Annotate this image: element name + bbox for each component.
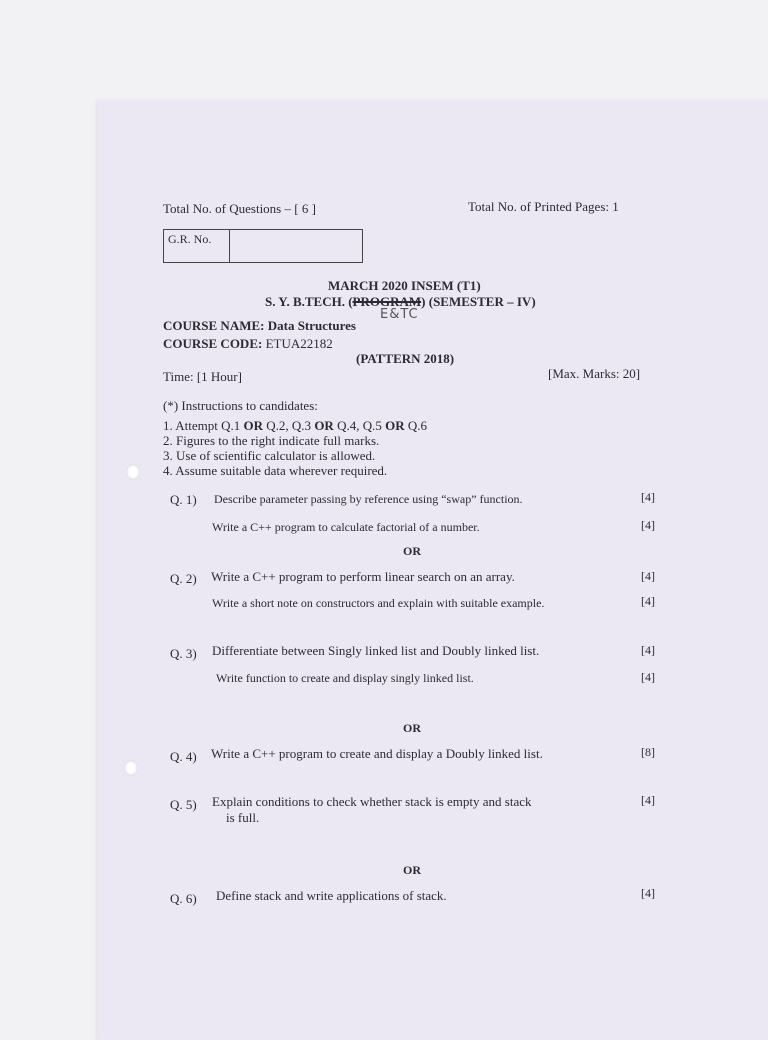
question-marks: [8] bbox=[641, 745, 655, 759]
course-name-label: COURSE NAME: bbox=[163, 318, 265, 333]
pattern: (PATTERN 2018) bbox=[356, 351, 455, 366]
instruction-item: 3. Use of scientific calculator is allowed. bbox=[163, 448, 376, 463]
course-code-value: ETUA22182 bbox=[265, 336, 333, 351]
question-text: Write a C++ program to calculate factorial of a number. bbox=[212, 520, 480, 534]
question-marks: [4] bbox=[641, 793, 655, 807]
course-name-value: Data Structures bbox=[267, 318, 356, 333]
program-struck: PROGRAM bbox=[352, 294, 422, 309]
instructions-heading: (*) Instructions to candidates: bbox=[163, 398, 318, 413]
question-number: Q. 4) bbox=[170, 749, 197, 764]
punch-hole bbox=[126, 464, 140, 480]
question-text: Write a short note on constructors and explain with suitable example. bbox=[212, 596, 545, 610]
instruction-item: 2. Figures to the right indicate full marks. bbox=[163, 433, 380, 448]
question-marks: [4] bbox=[641, 886, 655, 900]
question-marks: [4] bbox=[641, 518, 655, 532]
total-pages: Total No. of Printed Pages: 1 bbox=[468, 199, 619, 214]
or-divider: OR bbox=[403, 721, 421, 735]
question-text: Define stack and write applications of stack. bbox=[216, 888, 447, 903]
question-marks: [4] bbox=[641, 670, 655, 684]
question-number: Q. 3) bbox=[170, 646, 197, 661]
gr-number-box bbox=[163, 229, 363, 263]
or-divider: OR bbox=[403, 544, 421, 558]
total-questions: Total No. of Questions – [ 6 ] bbox=[163, 201, 316, 216]
question-text-cont: is full. bbox=[226, 810, 260, 825]
course-name bbox=[163, 318, 356, 334]
question-number: Q. 2) bbox=[170, 571, 197, 586]
question-text: Describe parameter passing by reference using “swap” function. bbox=[214, 492, 523, 506]
gr-label: G.R. No. bbox=[164, 230, 230, 262]
handwritten-branch: E&TC bbox=[380, 307, 419, 322]
question-marks: [4] bbox=[641, 594, 655, 608]
question-text: Write a C++ program to create and display a Doubly linked list. bbox=[211, 746, 543, 761]
instruction-item: 1. Attempt Q.1 OR Q.2, Q.3 OR Q.4, Q.5 OR Q.6 bbox=[163, 418, 427, 433]
program-prefix: S. Y. B.TECH. ( bbox=[265, 294, 353, 309]
or-divider: OR bbox=[403, 863, 421, 877]
question-text: Differentiate between Singly linked list and Doubly linked list. bbox=[212, 643, 540, 658]
program-suffix: ) (SEMESTER – IV) bbox=[421, 294, 536, 309]
course-code-label: COURSE CODE: bbox=[163, 336, 263, 351]
question-marks: [4] bbox=[641, 643, 655, 657]
question-text: Explain conditions to check whether stack is empty and stack bbox=[212, 794, 532, 809]
max-marks: [Max. Marks: 20] bbox=[548, 366, 641, 381]
question-text: Write a C++ program to perform linear search on an array. bbox=[211, 569, 515, 584]
question-marks: [4] bbox=[641, 490, 655, 504]
question-text: Write function to create and display singly linked list. bbox=[216, 671, 474, 685]
time: Time: [1 Hour] bbox=[163, 369, 242, 384]
question-marks: [4] bbox=[641, 569, 655, 583]
course-code bbox=[163, 336, 333, 352]
exam-title: MARCH 2020 INSEM (T1) bbox=[328, 278, 481, 293]
question-number: Q. 6) bbox=[170, 891, 197, 906]
punch-hole bbox=[124, 760, 138, 776]
question-number: Q. 1) bbox=[170, 492, 197, 507]
question-number: Q. 5) bbox=[170, 797, 197, 812]
instruction-item: 4. Assume suitable data wherever required. bbox=[163, 463, 388, 478]
